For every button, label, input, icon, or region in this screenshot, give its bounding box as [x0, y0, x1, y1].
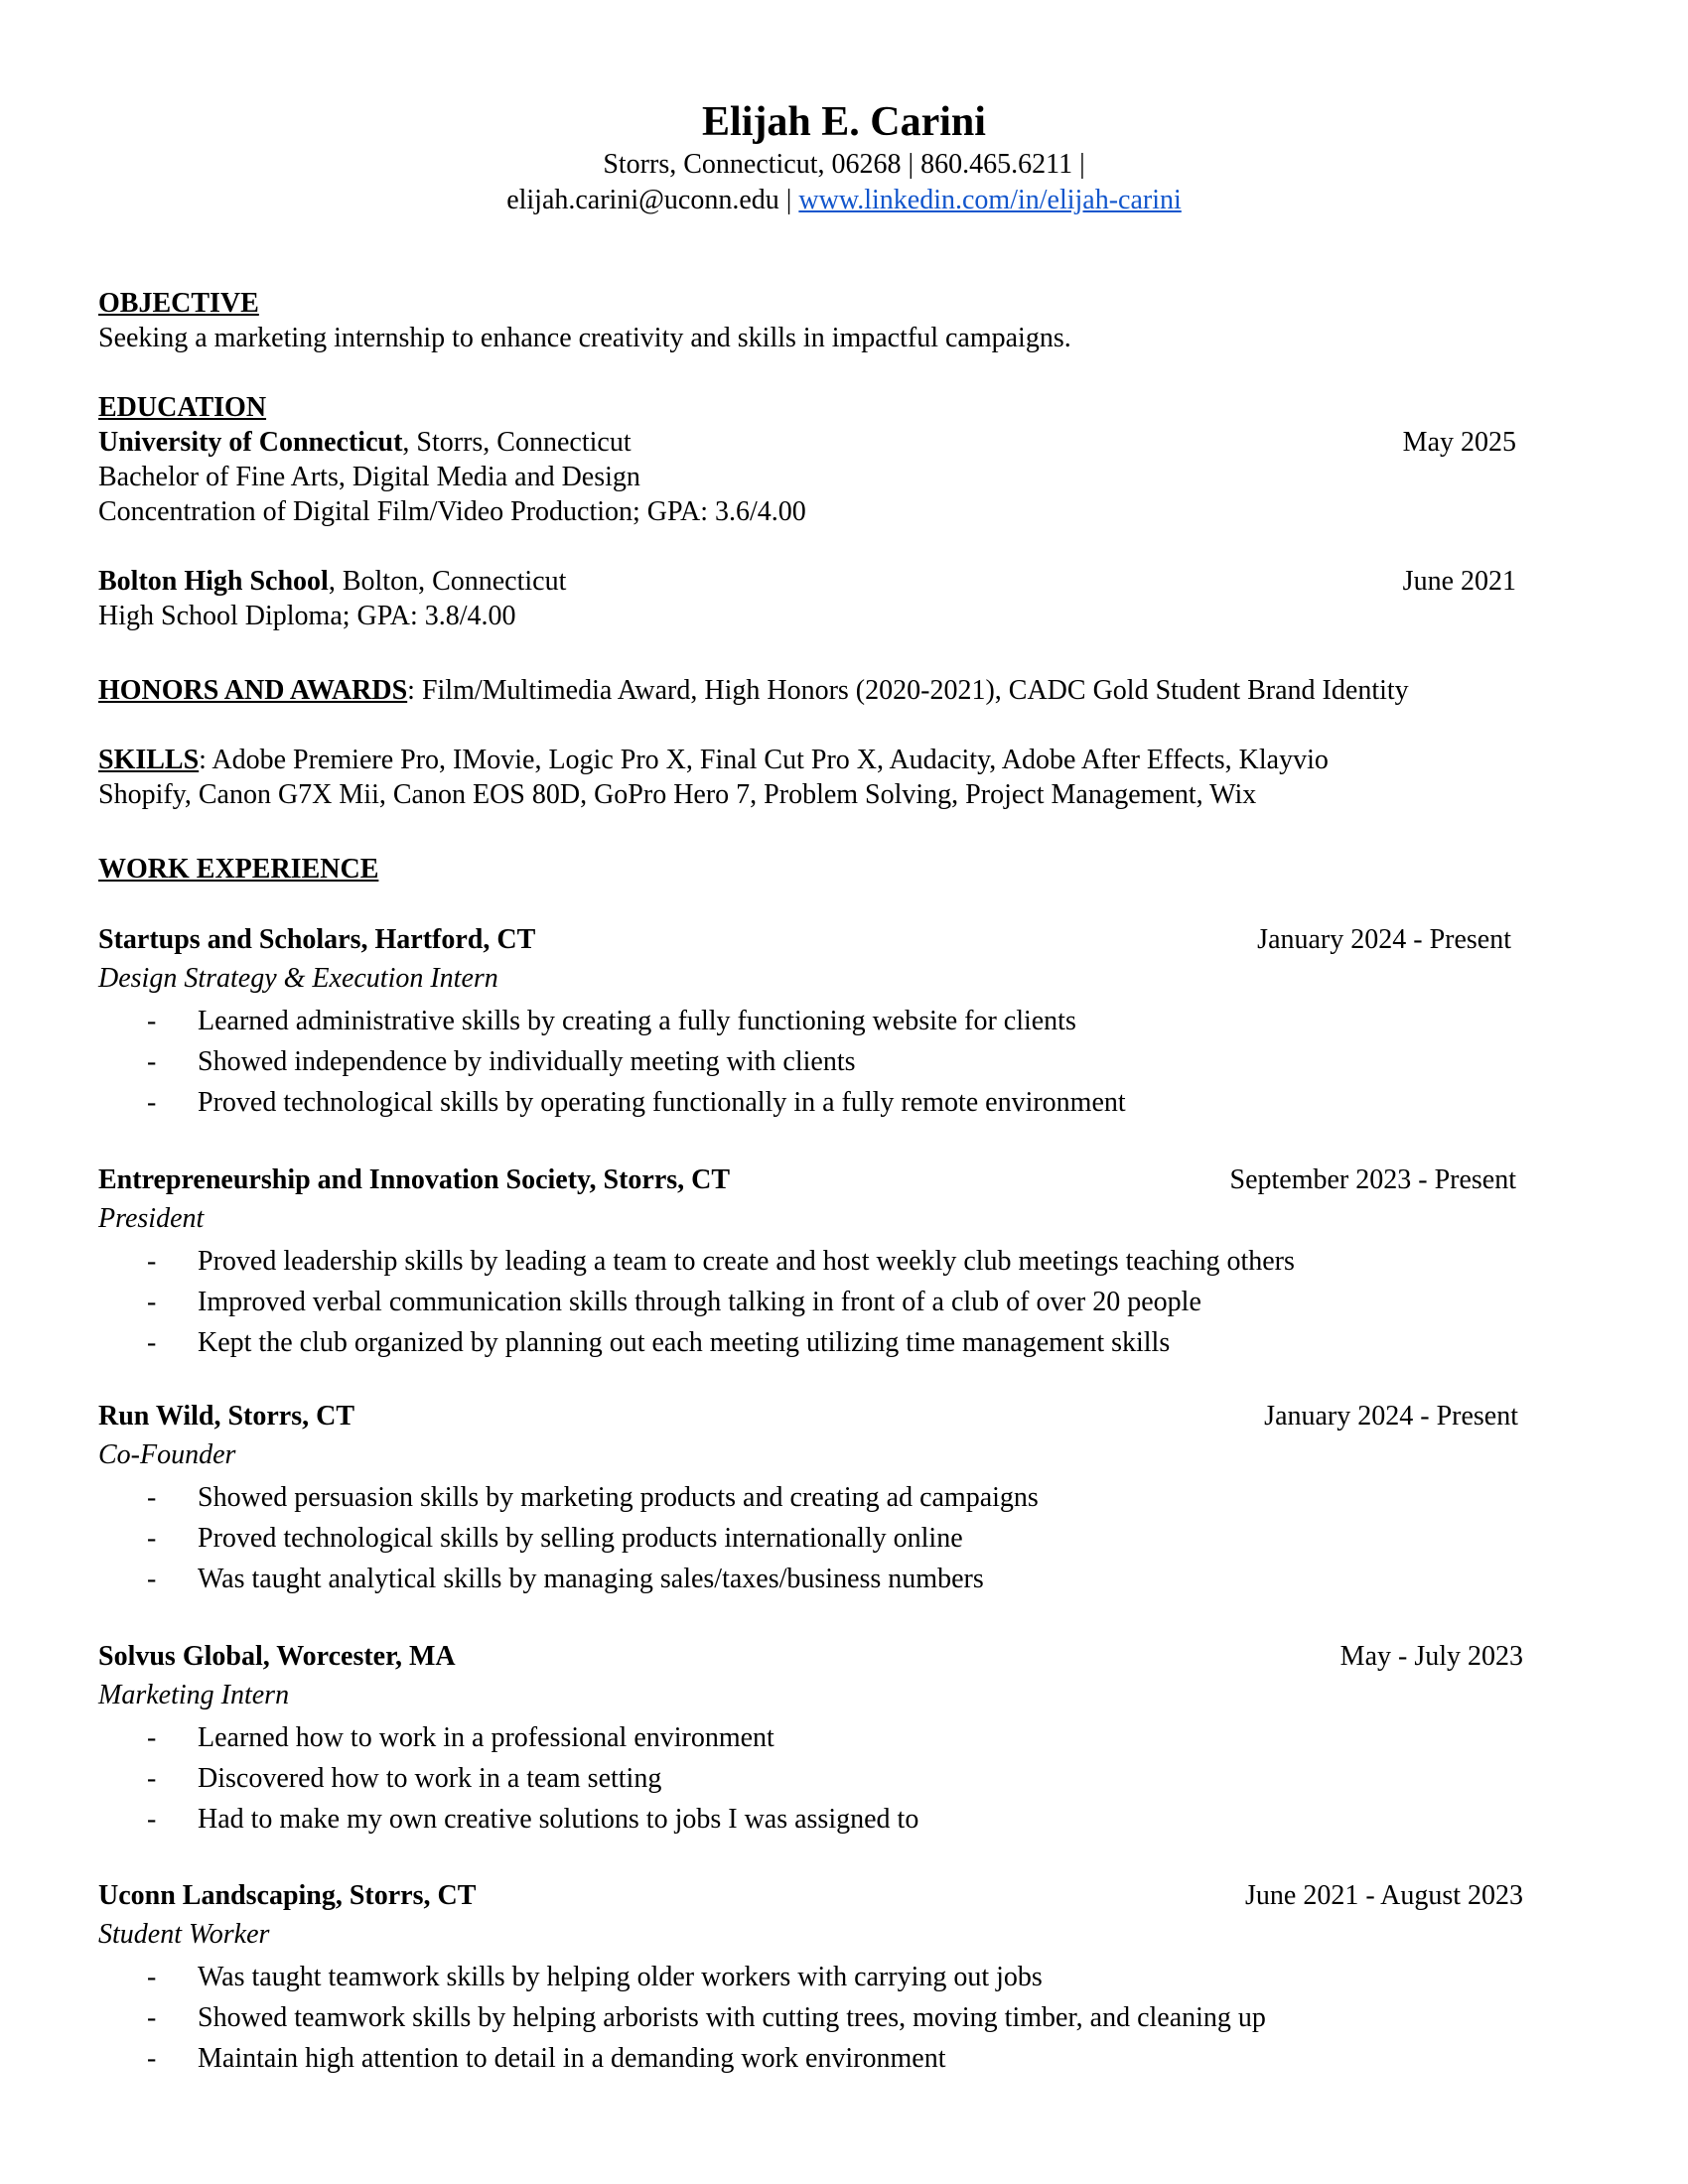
list-item	[98, 1559, 1538, 1599]
contact-line-1: Storrs, Connecticut, 06268 | 860.465.6211 |	[603, 149, 1085, 181]
work-experience-heading: WORK EXPERIENCE	[98, 854, 379, 885]
school-name: Bolton High School	[98, 566, 329, 597]
bullet-dash: -	[147, 1804, 157, 1835]
bullet-text: Showed teamwork skills by helping arborists with cutting trees, moving timber, and cleaning up	[198, 2002, 1266, 2033]
school-row	[98, 564, 1538, 599]
job-title: President	[98, 1203, 205, 1234]
bullet-text: Learned administrative skills by creating a fully functioning website for clients	[198, 1006, 1076, 1036]
degree-line: Concentration of Digital Film/Video Production; GPA: 3.6/4.00	[98, 496, 806, 527]
bullet-text: Learned how to work in a professional environment	[198, 1722, 774, 1753]
job-bullets	[98, 1957, 1538, 2079]
job-bullets	[98, 1477, 1538, 1599]
job-header	[98, 1639, 1538, 1674]
list-item	[98, 1241, 1538, 1282]
job-bullets	[98, 1001, 1538, 1123]
bullet-text: Proved technological skills by operating functionally in a fully remote environment	[198, 1087, 1126, 1118]
job-org: Uconn Landscaping, Storrs, CT	[98, 1880, 477, 1911]
job-header	[98, 1878, 1538, 1913]
job-entry	[98, 1162, 1538, 1363]
job-bullets	[98, 1717, 1538, 1840]
degree-line: Bachelor of Fine Arts, Digital Media and Design	[98, 462, 640, 492]
skills-line-2: Shopify, Canon G7X Mii, Canon EOS 80D, GoPro Hero 7, Problem Solving, Project Management, Wix	[98, 779, 1257, 810]
bullet-text: Maintain high attention to detail in a demanding work environment	[198, 2043, 946, 2074]
email-text: elijah.carini@uconn.edu	[506, 185, 779, 216]
bullet-dash: -	[147, 1287, 157, 1317]
bullet-dash: -	[147, 1962, 157, 1992]
list-item	[98, 1282, 1538, 1322]
job-entry	[98, 1878, 1538, 2079]
resume-header	[0, 97, 1688, 218]
job-header	[98, 1399, 1538, 1433]
bullet-text: Was taught analytical skills by managing sales/taxes/business numbers	[198, 1564, 984, 1594]
bullet-text: Proved technological skills by selling products internationally online	[198, 1523, 963, 1554]
bullet-dash: -	[147, 1523, 157, 1554]
spacer	[98, 529, 1538, 564]
degree-line: High School Diploma; GPA: 3.8/4.00	[98, 601, 516, 631]
honors-text: : Film/Multimedia Award, High Honors (2020-2021), CADC Gold Student Brand Identity	[407, 675, 1409, 706]
list-item	[98, 1001, 1538, 1041]
bullet-text: Showed persuasion skills by marketing products and creating ad campaigns	[198, 1482, 1039, 1513]
job-title: Design Strategy & Execution Intern	[98, 963, 498, 994]
bullet-text: Improved verbal communication skills through talking in front of a club of over 20 people	[198, 1287, 1201, 1317]
job-title: Co-Founder	[98, 1439, 236, 1470]
bullet-dash: -	[147, 1763, 157, 1794]
bullet-dash: -	[147, 1327, 157, 1358]
objective-section	[98, 286, 1538, 355]
skills-text-1: : Adobe Premiere Pro, IMovie, Logic Pro X, Final Cut Pro X, Audacity, Adobe After Effects, Klayvio	[199, 745, 1329, 775]
school-location: , Bolton, Connecticut	[328, 566, 567, 597]
job-bullets	[98, 1241, 1538, 1363]
job-date: January 2024 - Present	[1264, 1401, 1518, 1432]
list-item	[98, 1518, 1538, 1559]
job-title: Student Worker	[98, 1919, 270, 1950]
school-name-line	[98, 564, 566, 599]
job-header	[98, 922, 1538, 957]
list-item	[98, 1041, 1538, 1082]
job-org: Startups and Scholars, Hartford, CT	[98, 924, 536, 955]
objective-text: Seeking a marketing internship to enhance creativity and skills in impactful campaigns.	[98, 323, 1071, 353]
bullet-dash: -	[147, 1722, 157, 1753]
list-item	[98, 1322, 1538, 1363]
school-location: , Storrs, Connecticut	[402, 427, 632, 458]
bullet-dash: -	[147, 2002, 157, 2033]
job-org: Solvus Global, Worcester, MA	[98, 1641, 456, 1672]
job-entry	[98, 1639, 1538, 1840]
job-date: September 2023 - Present	[1229, 1164, 1516, 1195]
job-title: Marketing Intern	[98, 1680, 290, 1710]
bullet-text: Showed independence by individually meeting with clients	[198, 1046, 856, 1077]
school-date: May 2025	[1402, 427, 1516, 458]
skills-line-1	[98, 743, 1538, 777]
job-date: June 2021 - August 2023	[1245, 1880, 1523, 1911]
school-name-line	[98, 425, 632, 460]
contact-separator: |	[778, 185, 799, 216]
list-item	[98, 1758, 1538, 1799]
bullet-text: Proved leadership skills by leading a team to create and host weekly club meetings teaching others	[198, 1246, 1295, 1277]
bullet-dash: -	[147, 1246, 157, 1277]
education-section	[98, 390, 1538, 633]
list-item	[98, 1997, 1538, 2038]
job-org: Entrepreneurship and Innovation Society, Storrs, CT	[98, 1164, 731, 1195]
list-item	[98, 1082, 1538, 1123]
job-entry	[98, 922, 1538, 1123]
bullet-dash: -	[147, 2043, 157, 2074]
job-date: May - July 2023	[1339, 1641, 1523, 1672]
work-experience-heading-block	[98, 852, 1538, 887]
linkedin-link[interactable]: www.linkedin.com/in/elijah-carini	[798, 185, 1182, 216]
job-header	[98, 1162, 1538, 1197]
skills-heading: SKILLS	[98, 745, 200, 775]
school-row	[98, 425, 1538, 460]
bullet-text: Kept the club organized by planning out each meeting utilizing time management skills	[198, 1327, 1171, 1358]
education-heading: EDUCATION	[98, 392, 267, 423]
job-entry	[98, 1399, 1538, 1599]
school-date: June 2021	[1402, 566, 1516, 597]
job-org: Run Wild, Storrs, CT	[98, 1401, 355, 1432]
job-date: January 2024 - Present	[1257, 924, 1511, 955]
skills-section	[98, 743, 1538, 812]
list-item	[98, 1799, 1538, 1840]
bullet-text: Discovered how to work in a team setting	[198, 1763, 662, 1794]
bullet-text: Was taught teamwork skills by helping older workers with carrying out jobs	[198, 1962, 1043, 1992]
objective-heading: OBJECTIVE	[98, 288, 259, 319]
bullet-dash: -	[147, 1087, 157, 1118]
list-item	[98, 1477, 1538, 1518]
bullet-dash: -	[147, 1006, 157, 1036]
list-item	[98, 1957, 1538, 1997]
honors-heading: HONORS AND AWARDS	[98, 675, 408, 706]
bullet-dash: -	[147, 1482, 157, 1513]
list-item	[98, 2038, 1538, 2079]
bullet-text: Had to make my own creative solutions to jobs I was assigned to	[198, 1804, 919, 1835]
school-name: University of Connecticut	[98, 427, 403, 458]
contact-line-2	[0, 183, 1688, 218]
list-item	[98, 1717, 1538, 1758]
bullet-dash: -	[147, 1046, 157, 1077]
honors-section	[98, 673, 1538, 708]
bullet-dash: -	[147, 1564, 157, 1594]
candidate-name: Elijah E. Carini	[702, 99, 986, 145]
